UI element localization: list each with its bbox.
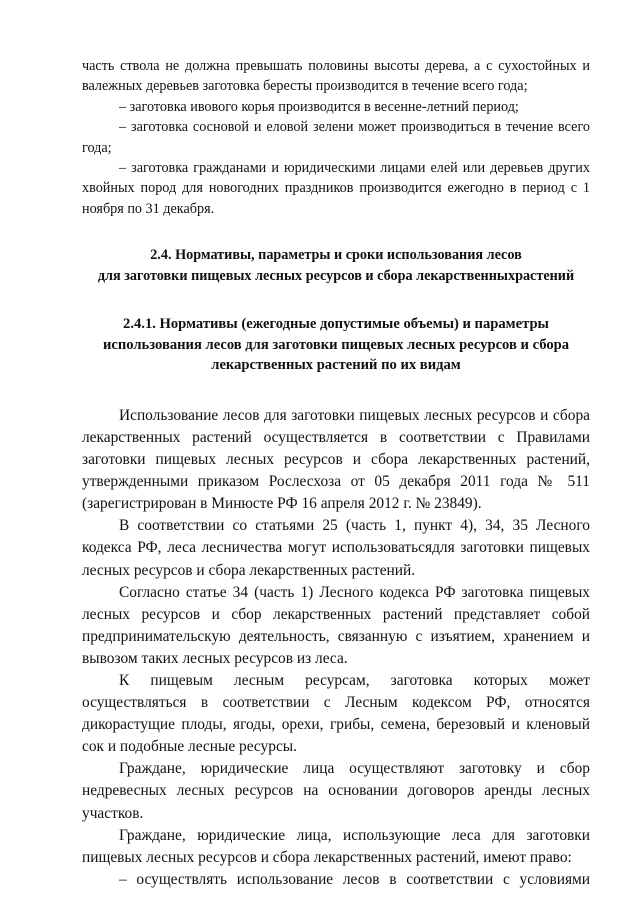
section-heading-2-4-1	[82, 314, 590, 376]
paragraph: Согласно статье 34 (часть 1) Лесного кодекса РФ заготовка пищевых лесных ресурсов и сбор лекарственных растений представляет собой предпринимательскую деятельность, связанную с изъятием, хранением и вывозом таких лесных ресурсов из леса.	[82, 583, 590, 667]
paragraph: часть ствола не должна превышать половины высоты дерева, а с сухостойных и валежных деревьев заготовка бересты производится в течение всего года;	[82, 58, 590, 95]
paragraph: К пищевым лесным ресурсам, заготовка которых может осуществляться в соответствии с Лесным кодексом РФ, относятся дикорастущие плоды, ягоды, орехи, грибы, семена, березовый и кленовый сок и подобные лесные ресурсы.	[82, 671, 590, 756]
paragraph: Граждане, юридические лица, использующие леса для заготовки пищевых лесных ресурсов и сбора лекарственных растений, имеют право:	[82, 826, 590, 866]
list-item: – осуществлять использование лесов в соответствии с условиями	[119, 870, 590, 888]
section-heading-2-4	[82, 245, 590, 286]
subsection-title-line: лекарственных растений по их видам	[211, 357, 461, 374]
list-item: – заготовка ивового корья производится в весенне-летний период;	[119, 98, 519, 115]
paragraph: Использование лесов для заготовки пищевых лесных ресурсов и сбора лекарственных растений осуществляется в соответствии с Правилами заготовки пищевых лесных ресурсов и сбора лекарственных растений, утвержденными приказом Рослесхоза от 05 декабря 2011 года № 511 (зарегистрирован в Минюсте РФ 16 апреля 2012 г. № 23849).	[82, 406, 590, 513]
section-title-line: для заготовки пищевых лесных ресурсов и сбора лекарственныхрастений	[97, 267, 575, 284]
list-item: – заготовка гражданами и юридическими лицами елей или деревьев других хвойных пород для новогодних праздников производится ежегодно в период с 1 ноября по 31 декабря.	[82, 160, 590, 217]
section-title-line: 2.4. Нормативы, параметры и сроки использования лесов	[150, 247, 522, 264]
subsection-title-line: использования лесов для заготовки пищевых лесных ресурсов и сбора	[102, 336, 570, 353]
paragraph: В соответствии со статьями 25 (часть 1, пункт 4), 34, 35 Лесного кодекса РФ, леса лесничества могут использоватьсядля заготовки пищевых лесных ресурсов и сбора лекарственных растений.	[82, 517, 590, 579]
list-item: – заготовка сосновой и еловой зелени может производиться в течение всего года;	[82, 119, 590, 156]
subsection-title-line: 2.4.1. Нормативы (ежегодные допустимые объемы) и параметры	[123, 316, 549, 333]
paragraph: Граждане, юридические лица осуществляют заготовку и сбор недревесных лесных ресурсов на основании договоров аренды лесных участков.	[82, 760, 590, 822]
